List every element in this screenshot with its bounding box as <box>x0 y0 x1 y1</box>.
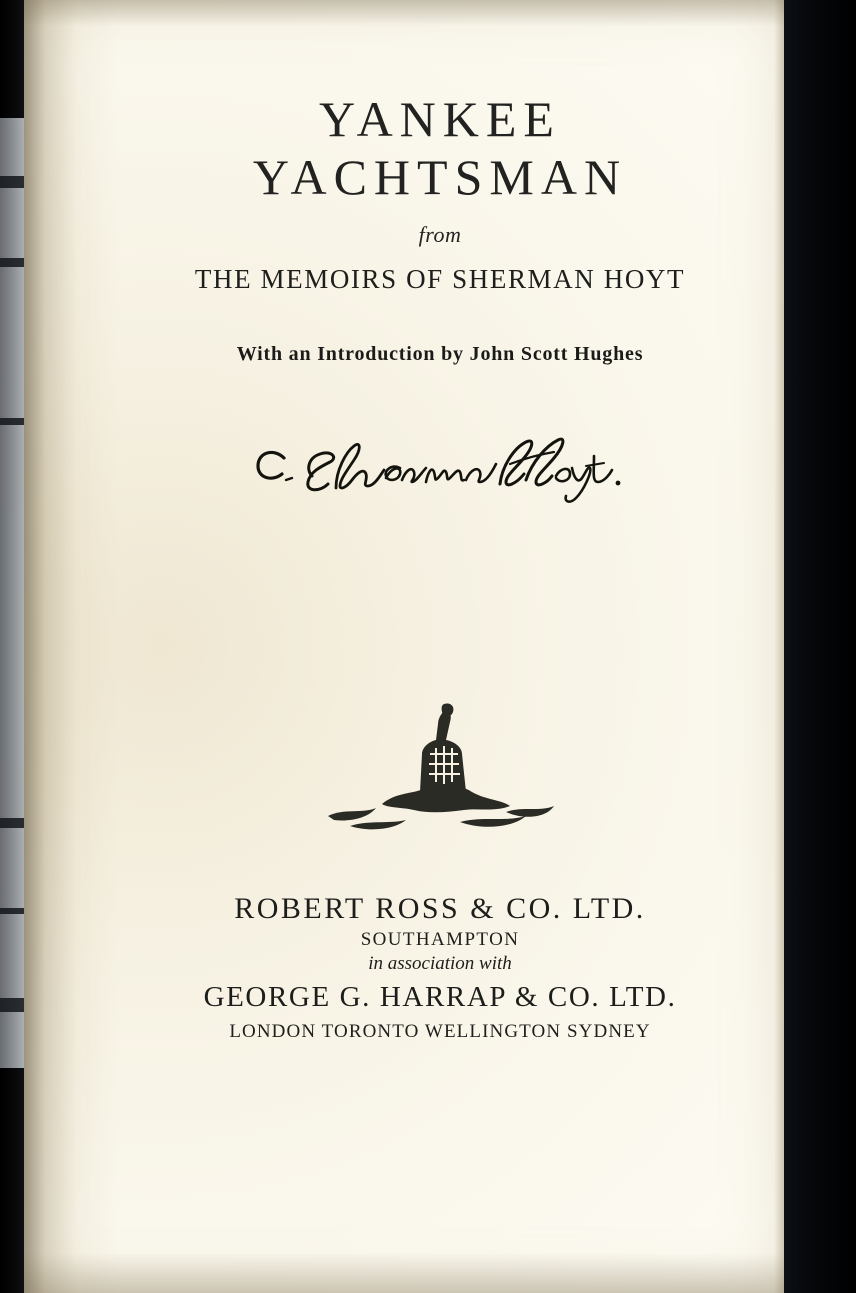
introduction-credit: With an Introduction by John Scott Hughes <box>236 343 644 365</box>
page-title-line-2: YACHTSMAN <box>252 149 628 205</box>
association-line: in association with <box>368 953 512 974</box>
publisher-device-icon <box>120 696 760 846</box>
co-publisher-cities: LONDON TORONTO WELLINGTON SYDNEY <box>229 1021 651 1042</box>
co-publisher-name: GEORGE G. HARRAP & CO. LTD. <box>203 981 677 1013</box>
from-label: from <box>418 222 462 247</box>
scanner-bed-right-shadow <box>784 0 856 1293</box>
page-title-line-1: YANKEE <box>319 91 561 147</box>
book-page <box>24 0 784 1293</box>
publisher-imprint <box>120 892 760 1043</box>
publisher-name: ROBERT ROSS & CO. LTD. <box>234 892 646 925</box>
page-subtitle: THE MEMOIRS OF SHERMAN HOYT <box>194 264 686 294</box>
page-gutter-shadow <box>24 0 120 1293</box>
page-right-edge <box>774 0 784 1293</box>
title-page-content <box>120 0 760 1043</box>
publisher-city: SOUTHAMPTON <box>360 929 520 950</box>
author-signature <box>120 428 760 518</box>
page-bottom-shadow <box>24 1253 784 1293</box>
